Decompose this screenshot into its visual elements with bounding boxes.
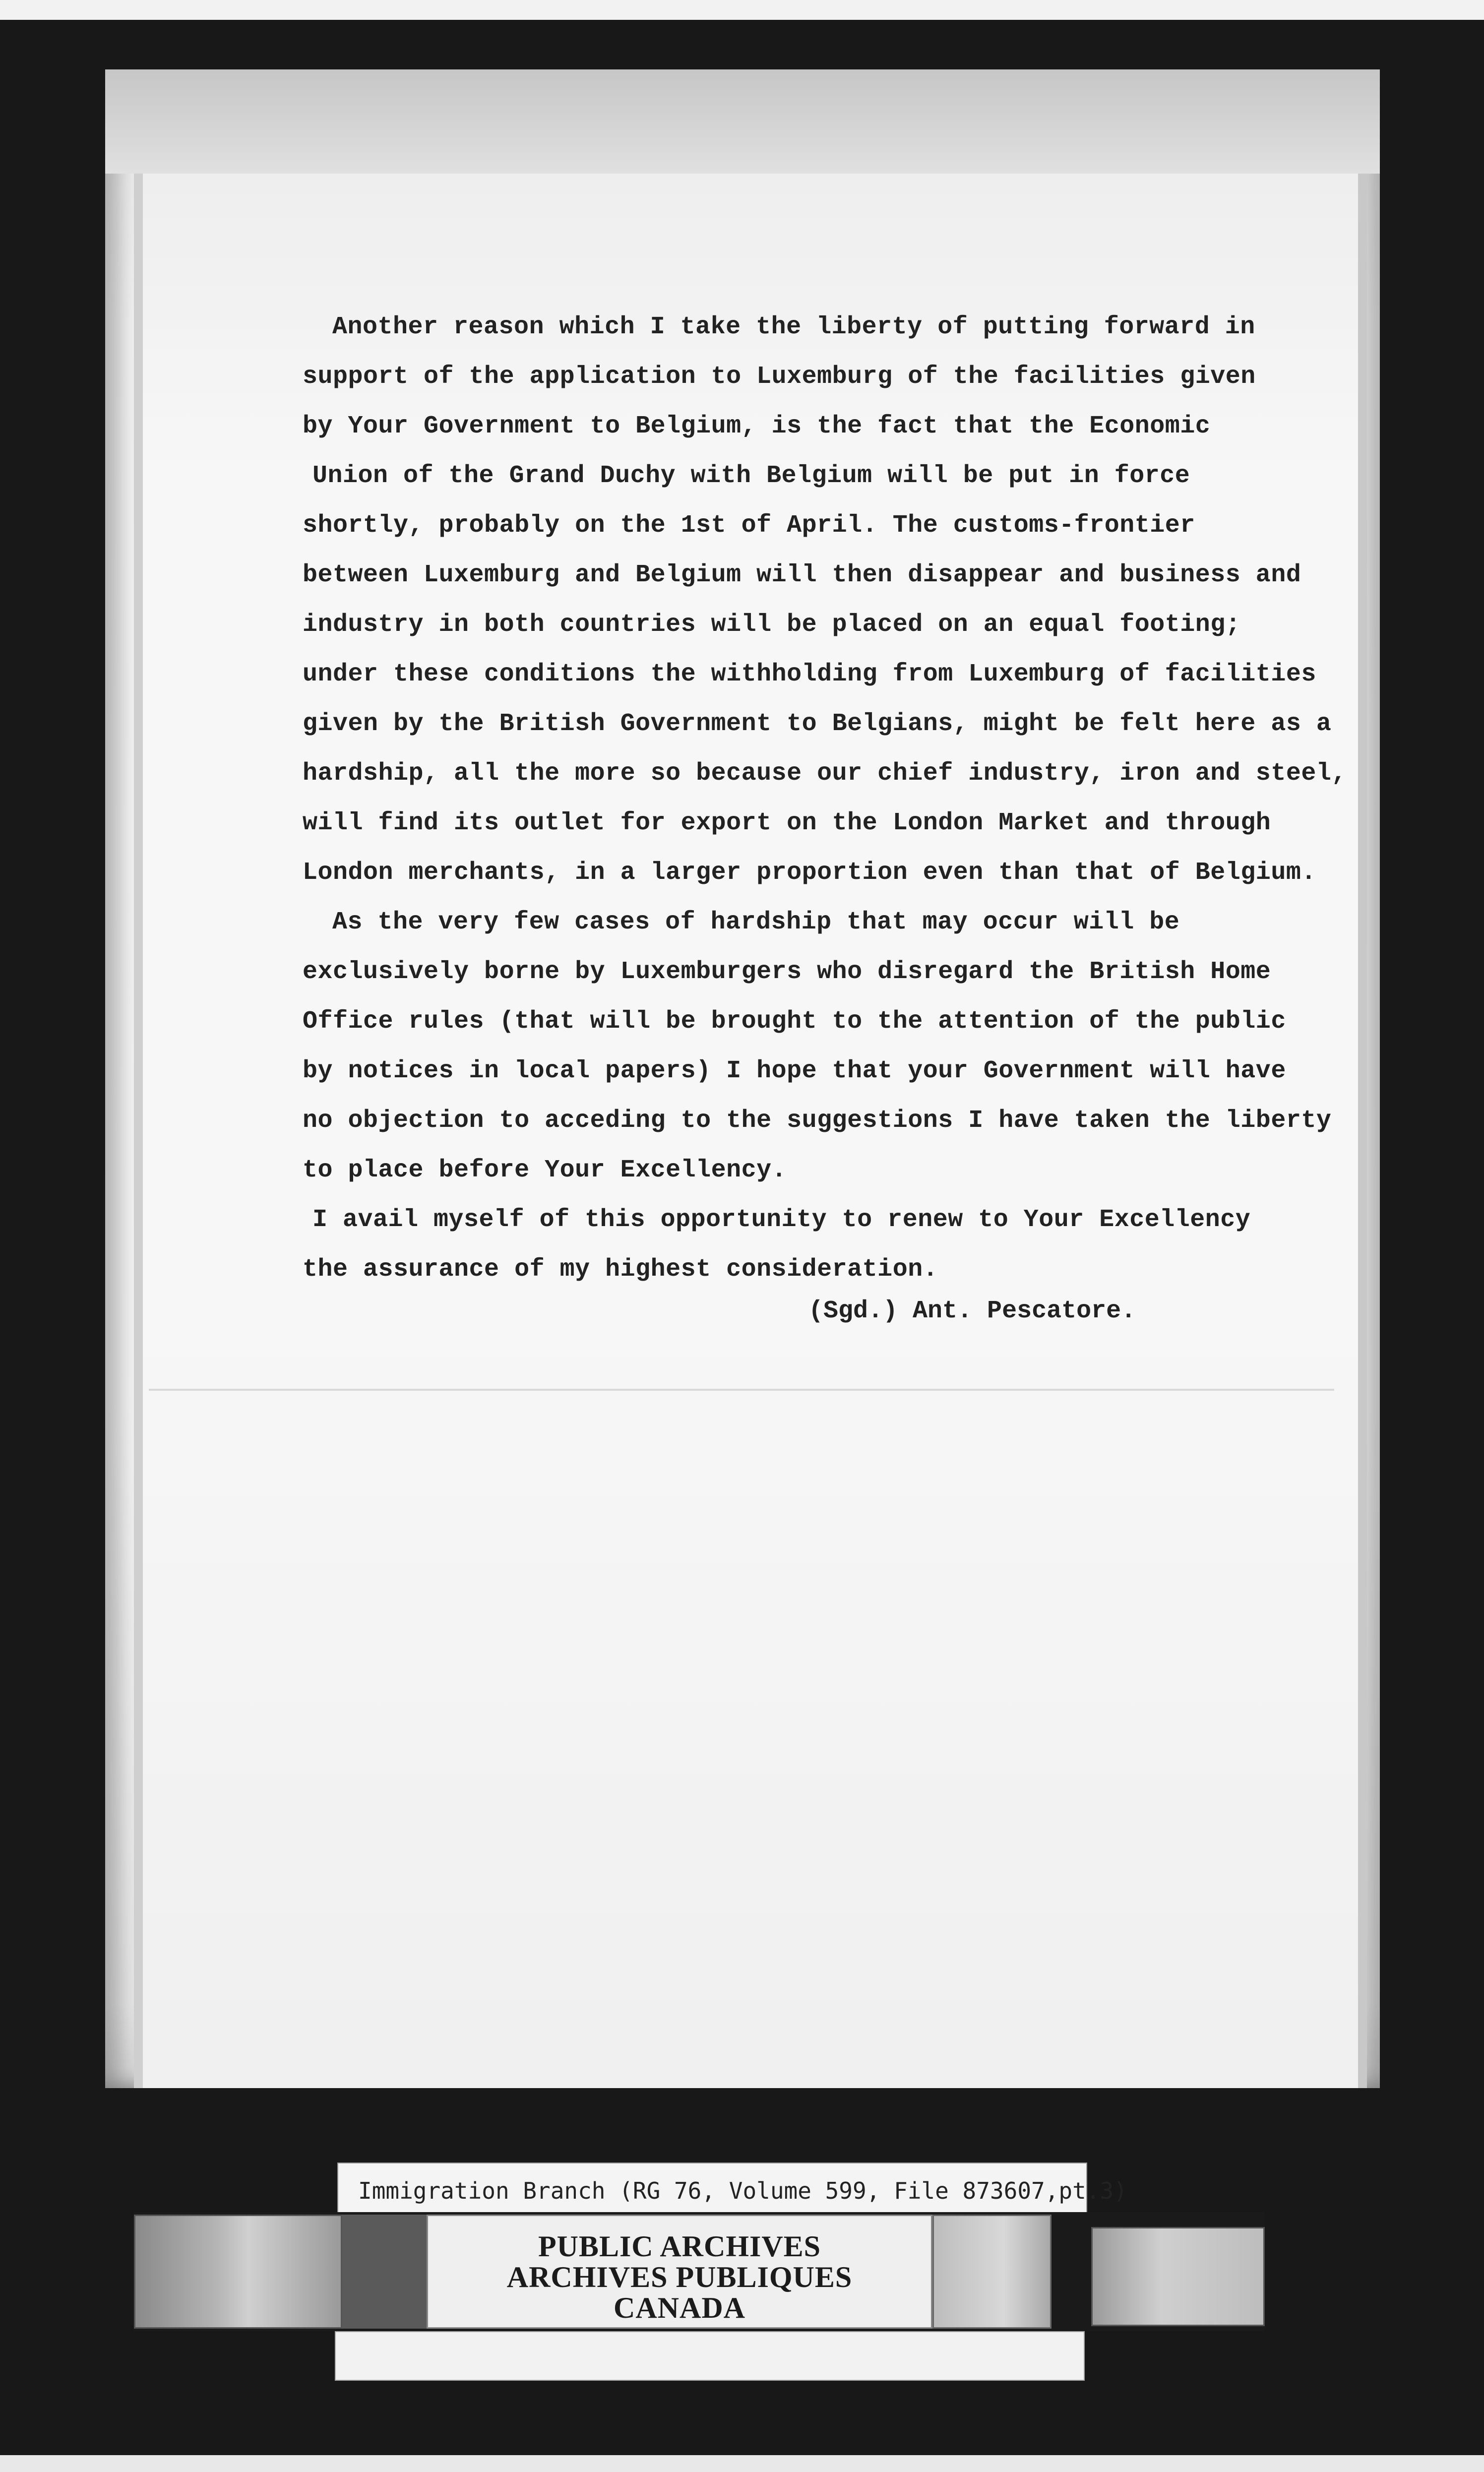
letter-line: will find its outlet for export on the London Market and through (303, 809, 1271, 837)
letter-line: Office rules (that will be brought to the attention of the public (303, 1007, 1286, 1036)
letter-line: no objection to acceding to the suggestions I have taken the liberty (303, 1107, 1332, 1135)
stamp-line-1: PUBLIC ARCHIVES (538, 2230, 821, 2263)
archive-reference-label (337, 2163, 1127, 2217)
letter-line: the assurance of my highest consideration. (303, 1255, 938, 1284)
fold-line (149, 1389, 1334, 1391)
letter-line: support of the application to Luxemburg of the facilities given (303, 363, 1256, 391)
blank-label-strip (335, 2331, 1085, 2381)
stamp-line-3: CANADA (614, 2291, 745, 2324)
letter-line: I avail myself of this opportunity to renew to Your Excellency (312, 1206, 1251, 1234)
letter-line: to place before Your Excellency. (303, 1156, 787, 1184)
letter-body (303, 303, 1347, 1295)
letter-line: Another reason which I take the liberty of putting forward in (332, 313, 1255, 341)
film-edge-top (0, 0, 1484, 20)
letter-line: hardship, all the more so because our chief industry, iron and steel, (303, 759, 1347, 788)
film-edge-bottom (0, 2455, 1484, 2472)
film-leader-right-b (1091, 2227, 1265, 2326)
letter-line: between Luxemburg and Belgium will then disappear and business and (303, 561, 1301, 589)
letter-line: by notices in local papers) I hope that your Government will have (303, 1057, 1286, 1085)
stamp-line-2: ARCHIVES PUBLIQUES (506, 2261, 853, 2293)
archive-reference-text: Immigration Branch (RG 76, Volume 599, File 873607,pt.3) (358, 2177, 1127, 2204)
letter-line: Union of the Grand Duchy with Belgium will be put in force (312, 462, 1190, 490)
page-top-margin (105, 69, 1380, 174)
letter-line: As the very few cases of hardship that may occur will be (332, 908, 1180, 936)
letter-line: under these conditions the withholding from Luxemburg of facilities (303, 660, 1316, 688)
letter-line: exclusively borne by Luxemburgers who disregard the British Home (303, 958, 1271, 986)
letter-line: industry in both countries will be placed on an equal footing; (303, 611, 1241, 639)
film-leader-left (134, 2215, 342, 2329)
signature: (Sgd.) Ant. Pescatore. (808, 1297, 1136, 1325)
film-leader-left-dark (342, 2215, 427, 2329)
letter-line: London merchants, in a larger proportion even than that of Belgium. (303, 859, 1316, 887)
film-leader-right-a (932, 2215, 1051, 2329)
letter-line: by Your Government to Belgium, is the fact that the Economic (303, 412, 1211, 440)
archives-stamp (427, 2215, 932, 2329)
letter-line: shortly, probably on the 1st of April. The customs-frontier (303, 511, 1195, 540)
letter-line: given by the British Government to Belgians, might be felt here as a (303, 710, 1332, 738)
